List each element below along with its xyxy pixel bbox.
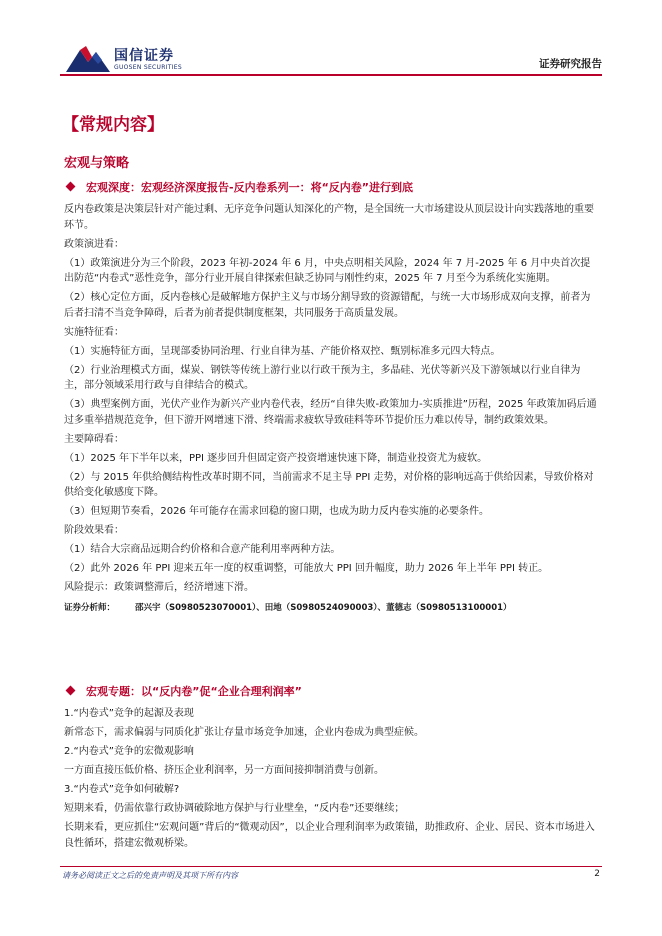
paragraph: （1）结合大宗商品远期合约价格和合意产能利用率两种方法。 xyxy=(64,544,341,556)
sub-title: 宏观与策略 xyxy=(64,156,130,171)
article-heading-text: 宏观专题：以“反内卷”促“企业合理利润率” xyxy=(86,685,302,698)
paragraph: 风险提示：政策调整滞后，经济增速下滑。 xyxy=(64,582,254,594)
logo-mark-icon xyxy=(66,44,110,74)
article-macro-topic xyxy=(64,684,600,854)
article-heading xyxy=(64,684,600,700)
footer-divider xyxy=(60,866,602,867)
paragraph: （2）此外 2026 年 PPI 迎来五年一度的权重调整，可能放大 PPI 回升幅度，助力 2026 年上半年 PPI 转正。 xyxy=(64,563,549,575)
analysts-line xyxy=(64,601,600,617)
paragraph: 2.“内卷式”竞争的宏微观影响 xyxy=(64,745,194,757)
paragraph: 主要障碍看： xyxy=(64,433,124,445)
header-divider xyxy=(60,74,602,76)
paragraph: 3.“内卷式”竞争如何破解? xyxy=(64,783,180,795)
analysts-label: 证券分析师： xyxy=(64,602,116,613)
diamond-bullet-icon xyxy=(66,686,76,696)
page-number: 2 xyxy=(594,869,600,879)
paragraph: 1.“内卷式”竞争的起源及表现 xyxy=(64,708,194,719)
paragraph: 短期来看，仍需依靠行政协调破除地方保护与行业壁垒，“反内卷”还要继续； xyxy=(64,802,405,814)
paragraph: 政策演进看： xyxy=(64,238,124,250)
article-heading xyxy=(64,180,600,196)
paragraph: 新常态下，需求偏弱与同质化扩张让存量市场竞争加速，企业内卷成为典型症候。 xyxy=(64,726,424,738)
logo-text-cn: 国信证券 xyxy=(114,48,174,64)
paragraph: 实施特征看： xyxy=(64,326,124,338)
paragraph: 阶段效果看： xyxy=(64,525,124,537)
paragraph: （1）实施特征方面，呈现部委协同治理、行业自律为基、产能价格双控、甄别标准多元四大特点。 xyxy=(64,345,501,357)
section-title: 【常规内容】 xyxy=(62,115,164,135)
article-heading-text: 宏观深度：宏观经济深度报告-反内卷系列一：将“反内卷”进行到底 xyxy=(86,181,414,194)
paragraph: （2）核心定位方面，反内卷核心是破解地方保护主义与市场分割导致的资源错配，与统一大市场形成双向支撑，前者为后者扫清不当竞争障碍，后者为前者提供制度框架，共同服务于高质量发展。 xyxy=(64,292,591,319)
paragraph: 一方面直接压低价格、挤压企业利润率，另一方面间接抑制消费与创新。 xyxy=(64,764,384,776)
paragraph: （1）2025 年下半年以来，PPI 逐步回升但固定资产投资增速快速下降，制造业投资尤为疲软。 xyxy=(64,452,488,464)
paragraph: 长期来看，更应抓住“宏观问题”背后的“微观动因”，以企业合理利润率为政策锚，助推政府、企业、居民、资本市场进入良性循环，搭建宏微观桥梁。 xyxy=(64,821,595,849)
paragraph: （3）典型案例方面，光伏产业作为新兴产业内卷代表，经历“自律失败-政策加力-实质推进”历程，2025 年政策加码后通过多重举措规范竞争，但下游开网增速下滑、终端需求疲软导致硅料等环节提价压力难以传导，制约政策效果。 xyxy=(64,399,597,426)
analysts-names: 邵兴宇（S0980523070001）、田地（S0980524090003）、董德志（S0980513100001） xyxy=(135,602,512,613)
page-header xyxy=(0,0,662,80)
paragraph: （2）行业治理模式方面，煤炭、钢铁等传统上游行业以行政干预为主，多晶硅、光伏等新兴及下游领域以行业自律为主，部分领域采用行政与自律结合的模式。 xyxy=(64,364,581,392)
logo-text-en: GUOSEN SECURITIES xyxy=(114,64,183,71)
report-type-label: 证券研究报告 xyxy=(539,58,602,70)
paragraph: 反内卷政策是决策层针对产能过剩、无序竞争问题认知深化的产物，是全国统一大市场建设从顶层设计向实践落地的重要环节。 xyxy=(64,204,594,231)
footer-disclaimer: 请务必阅读正文之后的免责声明及其项下所有内容 xyxy=(62,871,238,880)
paragraph: （3）但短期节奏看，2026 年可能存在需求回稳的窗口期，也成为助力反内卷实施的必要条件。 xyxy=(64,506,489,518)
paragraph: （2）与 2015 年供给侧结构性改革时期不同，当前需求不足主导 PPI 走势，对价格的影响远高于供给因素，导致价格对供给变化敏感度下降。 xyxy=(64,471,594,499)
article-macro-deep xyxy=(64,180,600,620)
paragraph: （1）政策演进分为三个阶段，2023 年初-2024 年 6 月，中央点明相关风险，2024 年 7 月-2025 年 6 月中央首次提出防范“内卷式”恶性竞争，部分行业开展自律探索但缺乏协同与刚性约束，2025 年 7 月至今为系统化实施期。 xyxy=(64,257,591,285)
diamond-bullet-icon xyxy=(66,182,76,192)
guosen-logo xyxy=(66,44,206,76)
